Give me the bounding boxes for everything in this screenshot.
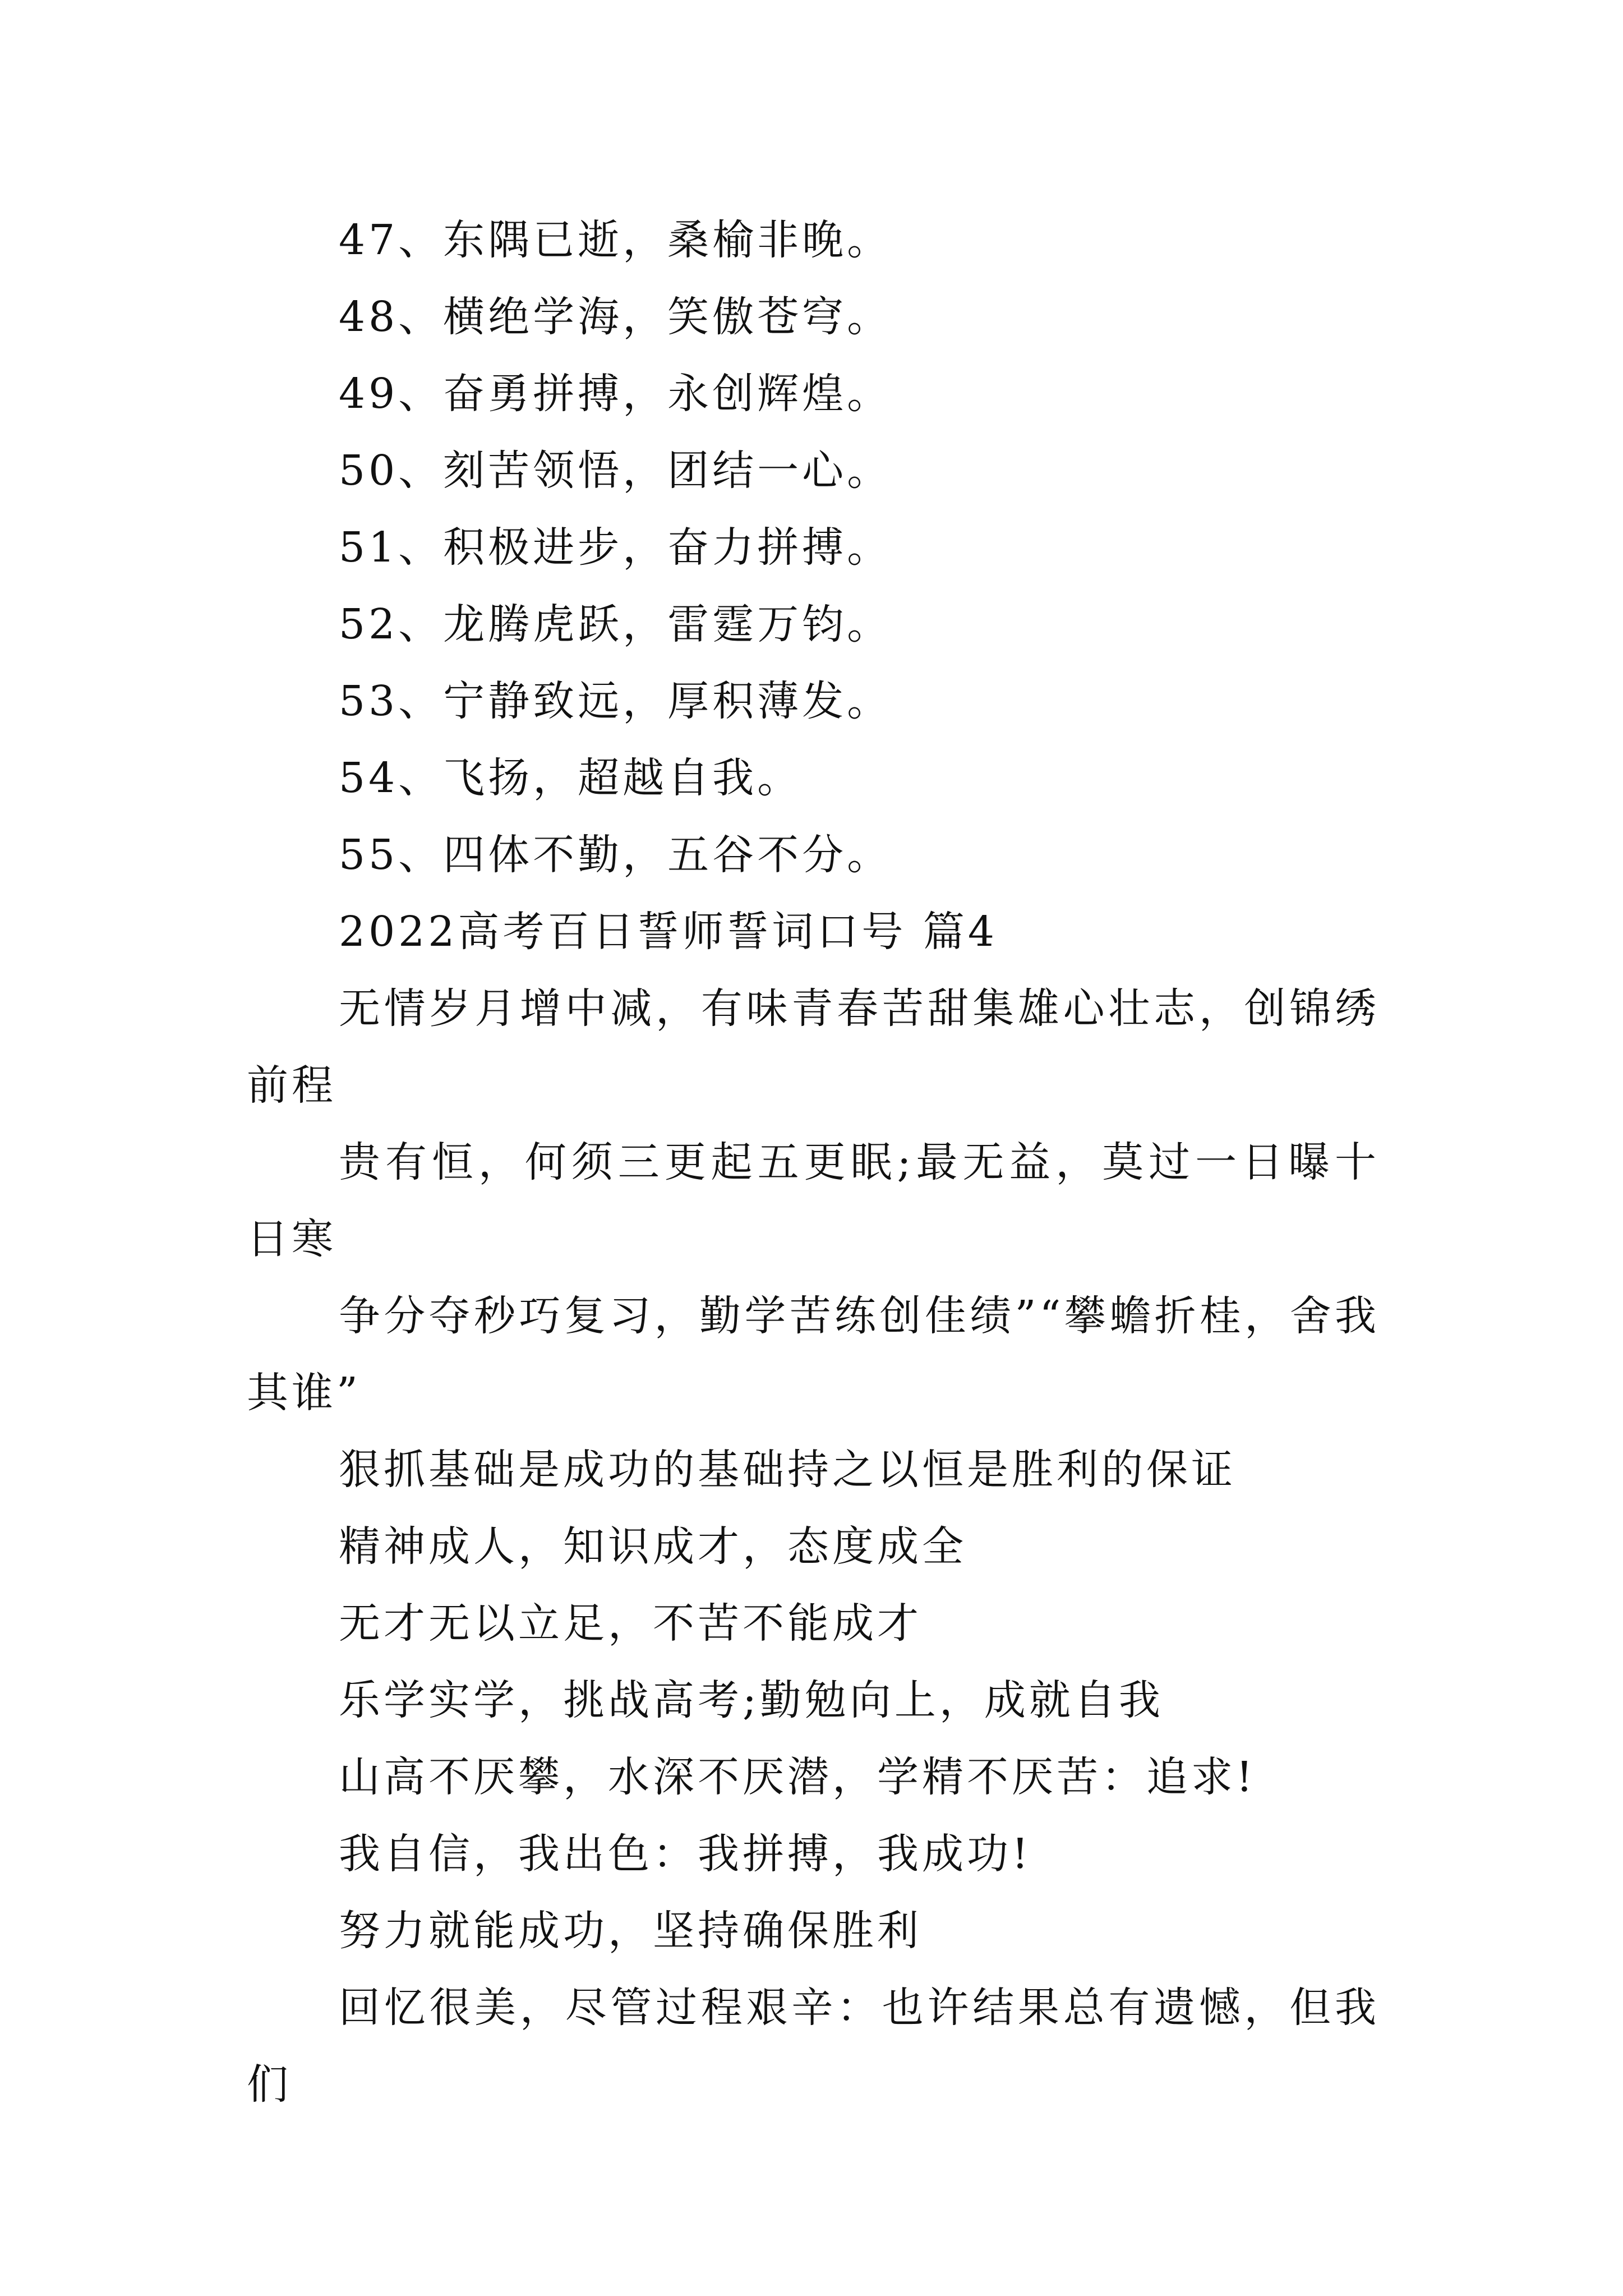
paragraph: 我自信，我出色：我拼搏，我成功! (339, 1830, 1032, 1878)
paragraph: 精神成人，知识成才，态度成全 (339, 1522, 967, 1571)
list-item: 50、刻苦领悟，团结一心。 (339, 447, 892, 495)
paragraph: 山高不厌攀，水深不厌潜，学精不厌苦：追求! (339, 1753, 1256, 1801)
paragraph: 无才无以立足，不苦不能成才 (339, 1599, 922, 1648)
list-item: 53、宁静致远，厚积薄发。 (339, 677, 892, 725)
paragraph: 乐学实学，挑战高考;勤勉向上，成就自我 (339, 1676, 1164, 1724)
paragraph: 争分夺秒巧复习，勤学苦练创佳绩”“攀蟾折桂，舍我其谁” (247, 1292, 1380, 1417)
paragraph: 贵有恒，何须三更起五更眠;最无益，莫过一日曝十日寒 (247, 1138, 1380, 1263)
paragraph: 回忆很美，尽管过程艰辛：也许结果总有遗憾，但我们 (247, 1984, 1380, 2109)
list-item: 55、四体不勤，五谷不分。 (339, 831, 892, 879)
list-item: 54、飞扬，超越自我。 (339, 754, 803, 802)
list-item: 49、奋勇拼搏，永创辉煌。 (339, 370, 892, 418)
section-heading: 2022高考百日誓师誓词口号 篇4 (339, 908, 998, 956)
list-item: 51、积极进步，奋力拼搏。 (339, 523, 892, 572)
list-item: 48、横绝学海，笑傲苍穹。 (339, 293, 892, 341)
document-body (247, 202, 1380, 2123)
paragraph: 狠抓基础是成功的基础持之以恒是胜利的保证 (339, 1446, 1236, 1494)
list-item: 47、东隅已逝，桑榆非晚。 (339, 216, 892, 264)
list-item: 52、龙腾虎跃，雷霆万钧。 (339, 600, 892, 648)
paragraph: 努力就能成功，坚持确保胜利 (339, 1907, 922, 1955)
paragraph: 无情岁月增中减，有味青春苦甜集雄心壮志，创锦绣前程 (247, 984, 1380, 1110)
